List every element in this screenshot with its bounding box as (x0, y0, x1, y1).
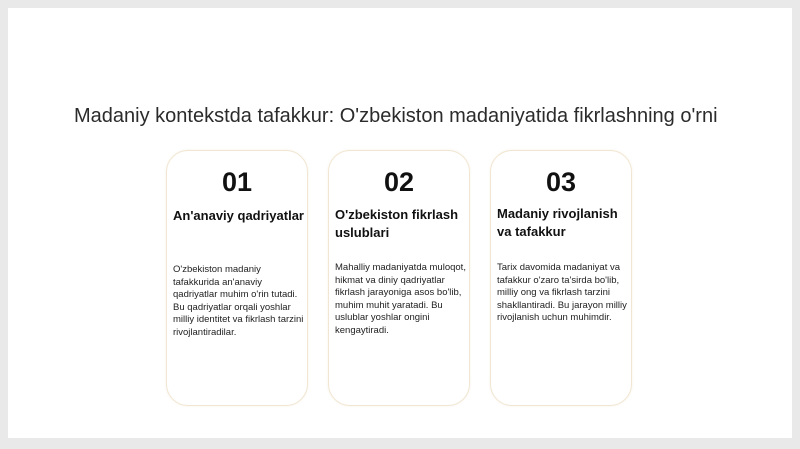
card-body: O'zbekiston madaniy tafakkurida an'anaviy qadriyatlar muhim o'rin tutadi. Bu qadriyatlar orqali yoshlar milliy identitet va fikrlash tarzini rivojlantiradilar. (173, 264, 304, 338)
card-number: 03 (545, 167, 577, 197)
card-number: 02 (383, 167, 415, 197)
card-body: Tarix davomida madaniyat va tafakkur o'zaro ta'sirda bo'lib, milliy ong va fikrlash tarzini shakllantiradi. Bu jarayon milliy rivojlanish uchun muhimdir. (497, 262, 627, 324)
card-3 (490, 150, 632, 406)
slide (8, 8, 792, 438)
card-1 (166, 150, 308, 406)
card-number: 01 (221, 167, 253, 197)
card-body: Mahalliy madaniyatda muloqot, hikmat va diniy qadriyatlar fikrlash jarayoniga asos bo'lib, muhim muhit yaratadi. Bu uslublar yoshlar ongini kengaytiradi. (335, 262, 466, 336)
card-title: Madaniy rivojlanish va tafakkur (497, 206, 618, 239)
card-title: An'anaviy qadriyatlar (173, 208, 304, 223)
card-2 (328, 150, 470, 406)
slide-title: Madaniy kontekstda tafakkur: O'zbekiston madaniyatida fikrlashning o'rni (74, 105, 718, 127)
card-title: O'zbekiston fikrlash uslublari (335, 207, 459, 240)
